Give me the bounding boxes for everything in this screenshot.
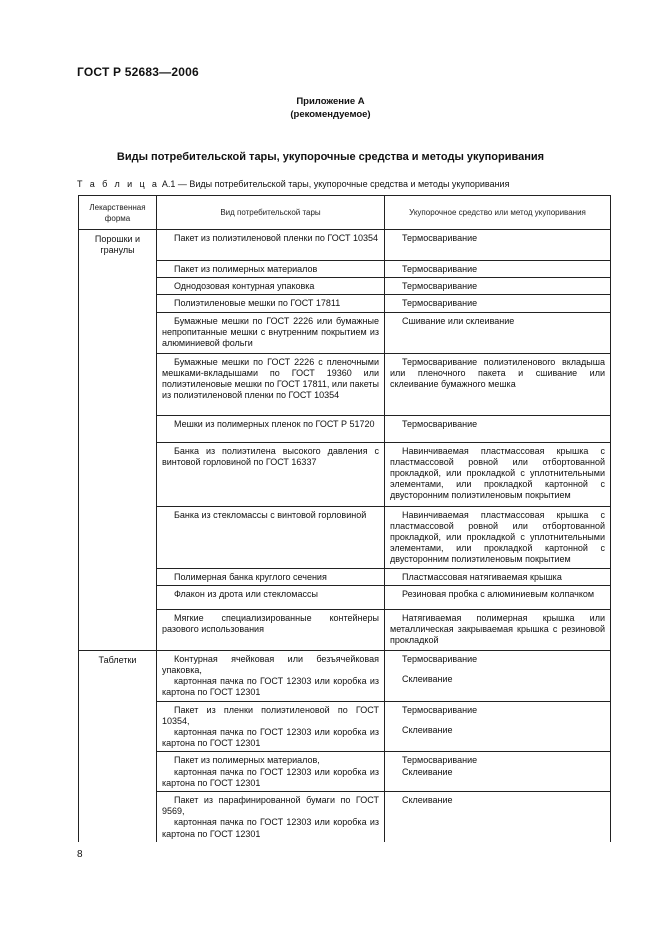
table-row bbox=[79, 278, 611, 295]
package-line: картонная пачка по ГОСТ 12303 или коробка из картона по ГОСТ 12301 bbox=[162, 676, 379, 698]
closure-line: Склеивание bbox=[402, 795, 453, 806]
closure-text: Термосваривание bbox=[402, 281, 478, 292]
closure-cell bbox=[385, 506, 611, 568]
package-text: Флакон из дрота или стекломассы bbox=[174, 588, 318, 599]
package-text bbox=[157, 792, 384, 842]
closure-cell bbox=[385, 442, 611, 506]
closure-text: Термосваривание bbox=[402, 298, 478, 309]
closure-cell bbox=[385, 568, 611, 585]
page-title: Виды потребительской тары, укупорочные средства и методы укупоривания bbox=[116, 151, 545, 163]
package-text: Полимерная банка круглого сечения bbox=[174, 571, 327, 582]
table-row bbox=[79, 295, 611, 312]
closure-line: Термосваривание bbox=[402, 653, 478, 664]
closure-text bbox=[385, 792, 610, 808]
closure-text bbox=[385, 702, 610, 738]
table-row bbox=[79, 312, 611, 353]
package-text: Однодозовая контурная упаковка bbox=[174, 281, 315, 292]
closure-cell bbox=[385, 278, 611, 295]
closure-line: Склеивание bbox=[402, 674, 453, 685]
closure-text: Резиновая пробка с алюминиевым колпачком bbox=[402, 588, 595, 599]
closure-cell bbox=[385, 230, 611, 261]
closure-line: Термосваривание bbox=[402, 755, 478, 766]
table-row bbox=[79, 442, 611, 506]
table-row bbox=[79, 701, 611, 752]
package-cell bbox=[157, 312, 385, 353]
header-closure-method: Укупорочное средство или метод укупоривания bbox=[385, 196, 611, 230]
package-cell bbox=[157, 752, 385, 792]
package-cell bbox=[157, 353, 385, 415]
package-line: Пакет из полимерных материалов, bbox=[174, 755, 320, 766]
package-cell bbox=[157, 415, 385, 442]
dosage-form-cell bbox=[79, 650, 157, 842]
closure-text bbox=[385, 651, 610, 687]
package-cell bbox=[157, 609, 385, 650]
closure-cell bbox=[385, 312, 611, 353]
header-dosage-form: Лекарственная форма bbox=[79, 196, 157, 230]
package-line: картонная пачка по ГОСТ 12303 или коробка из картона по ГОСТ 12301 bbox=[162, 766, 379, 788]
closure-cell bbox=[385, 701, 611, 752]
closure-text: Пластмассовая натягиваемая крышка bbox=[402, 571, 562, 582]
table-row bbox=[79, 752, 611, 792]
table-row bbox=[79, 353, 611, 415]
closure-text: Сшивание или склеивание bbox=[402, 315, 515, 326]
closure-cell bbox=[385, 353, 611, 415]
closure-text: Термосваривание bbox=[402, 264, 478, 274]
package-cell bbox=[157, 261, 385, 278]
package-line: картонная пачка по ГОСТ 12303 или коробка из картона по ГОСТ 12301 bbox=[162, 817, 379, 839]
closure-line: Термосваривание bbox=[402, 704, 478, 715]
closure-text: Термосваривание полиэтиленового вкладыша или пленочного пакета и сшивание или склеивание бумажного мешка bbox=[390, 356, 605, 390]
package-cell bbox=[157, 506, 385, 568]
closure-line: Склеивание bbox=[402, 724, 453, 735]
table-caption bbox=[77, 179, 509, 189]
table-row bbox=[79, 415, 611, 442]
package-cell bbox=[157, 278, 385, 295]
appendix-title: Приложение А bbox=[296, 96, 365, 107]
package-text bbox=[157, 651, 384, 701]
package-cell bbox=[157, 442, 385, 506]
closure-cell bbox=[385, 609, 611, 650]
package-text: Мягкие специализированные контейнеры разового использования bbox=[162, 612, 379, 635]
closure-text: Натягиваемая полимерная крышка или металлическая закрываемая крышка с резиновой прокладкой bbox=[390, 612, 605, 646]
package-line: Пакет из парафинированной бумаги по ГОСТ 9569, bbox=[162, 795, 379, 817]
package-text: Пакет из полиэтиленовой пленки по ГОСТ 10354 bbox=[174, 233, 378, 243]
package-text: Пакет из полимерных материалов bbox=[174, 264, 318, 274]
table-row bbox=[79, 506, 611, 568]
package-cell bbox=[157, 568, 385, 585]
document-code: ГОСТ Р 52683—2006 bbox=[77, 65, 199, 79]
package-text: Бумажные мешки по ГОСТ 2226 или бумажные непропитанные мешки с внутренним покрытием из алюминиевой фольги bbox=[162, 315, 379, 349]
table-caption-text: А.1 — Виды потребительской тары, укупорочные средства и методы укупоривания bbox=[161, 179, 510, 189]
package-text bbox=[157, 752, 384, 791]
package-line: Контурная ячейковая или безъячейковая упаковка, bbox=[162, 653, 379, 676]
dosage-form-label: Порошки и гранулы bbox=[94, 234, 141, 256]
table-caption-prefix: Т а б л и ц а bbox=[77, 179, 160, 189]
table-header-row bbox=[79, 196, 611, 230]
table-row bbox=[79, 261, 611, 278]
closure-cell bbox=[385, 792, 611, 842]
package-cell bbox=[157, 650, 385, 701]
closure-cell bbox=[385, 261, 611, 278]
package-cell bbox=[157, 585, 385, 609]
appendix-status: (рекомендуемое) bbox=[290, 109, 371, 120]
package-cell bbox=[157, 701, 385, 752]
dosage-form-cell bbox=[79, 230, 157, 651]
table-row bbox=[79, 568, 611, 585]
closure-line: Склеивание bbox=[402, 766, 453, 777]
table-row bbox=[79, 230, 611, 261]
package-text: Бумажные мешки по ГОСТ 2226 с пленочными мешками-вкладышами по ГОСТ 19360 или полиэтиленовые мешки по ГОСТ 17811, или пакеты из полиэтиленовой пленки по ГОСТ 10354 bbox=[162, 356, 379, 401]
package-line: Пакет из пленки полиэтиленовой по ГОСТ 10354, bbox=[162, 704, 379, 726]
closure-cell bbox=[385, 585, 611, 609]
packaging-table bbox=[78, 195, 611, 842]
closure-text: Навинчиваемая пластмассовая крышка с пластмассовой ровной или отбортованной прокладкой, или прокладкой с уплотнительными элементами, или прокладкой картонной с двусторонним полиэтиленовым покрытием bbox=[390, 445, 605, 501]
package-cell bbox=[157, 230, 385, 261]
closure-cell bbox=[385, 650, 611, 701]
header-package-type: Вид потребительской тары bbox=[157, 196, 385, 230]
closure-cell bbox=[385, 752, 611, 792]
package-cell bbox=[157, 295, 385, 312]
dosage-form-label: Таблетки bbox=[98, 654, 137, 665]
page-number: 8 bbox=[77, 849, 83, 860]
table-row bbox=[79, 585, 611, 609]
package-text: Мешки из полимерных пленок по ГОСТ Р 51720 bbox=[174, 418, 375, 429]
package-text: Полиэтиленовые мешки по ГОСТ 17811 bbox=[174, 298, 341, 309]
table-row bbox=[79, 609, 611, 650]
package-cell bbox=[157, 792, 385, 842]
package-text: Банка из стекломассы с винтовой горловиной bbox=[174, 509, 367, 520]
closure-text bbox=[385, 752, 610, 779]
closure-text: Термосваривание bbox=[402, 233, 478, 243]
package-text bbox=[157, 702, 384, 752]
closure-text: Навинчиваемая пластмассовая крышка с пластмассовой ровной или отбортованной прокладкой, или прокладкой с уплотнительными элементами, или прокладкой картонной с двусторонним полиэтиленовым покрытием bbox=[390, 509, 605, 565]
closure-text: Термосваривание bbox=[402, 418, 478, 429]
table-row bbox=[79, 792, 611, 842]
package-text: Банка из полиэтилена высокого давления с винтовой горловиной по ГОСТ 16337 bbox=[162, 445, 379, 467]
table-row bbox=[79, 650, 611, 701]
closure-cell bbox=[385, 415, 611, 442]
closure-cell bbox=[385, 295, 611, 312]
package-line: картонная пачка по ГОСТ 12303 или коробка из картона по ГОСТ 12301 bbox=[162, 727, 379, 749]
